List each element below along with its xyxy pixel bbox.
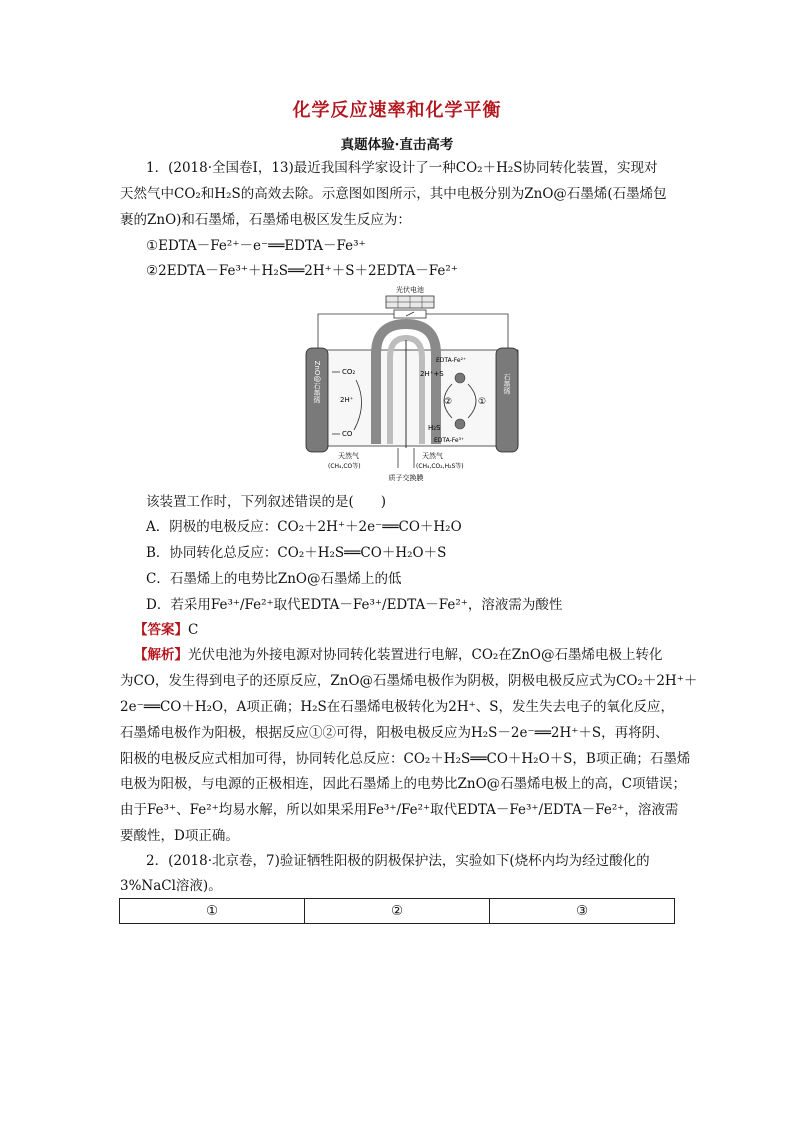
h2s-label: H₂S bbox=[428, 424, 441, 432]
left-electrode-label: ZnO@石墨烯 bbox=[313, 360, 321, 404]
answer-value: C bbox=[188, 622, 199, 638]
edta-fe3-label: EDTA-Fe³⁺ bbox=[434, 437, 465, 444]
q1-reaction-2: ②2EDTA－Fe³⁺＋H₂S══2H⁺＋S＋2EDTA－Fe²⁺ bbox=[146, 263, 458, 279]
gas-left-label: 天然气 bbox=[338, 452, 359, 460]
q1-analysis-line-4: 石墨烯电极作为阳极，根据反应①②可得，阳极电极反应为H₂S－2e⁻══2H⁺＋S，再将阴、 bbox=[120, 725, 669, 741]
q1-analysis-line-7: 由于Fe³⁺、Fe²⁺均易水解，所以如果采用Fe³⁺/Fe²⁺取代EDTA－Fe³⁺/EDTA－Fe²⁺，溶液需 bbox=[120, 802, 679, 818]
2h-label: 2H⁺ bbox=[340, 396, 354, 404]
q2-stem-line-1: 2．(2018·北京卷，7)验证牺牲阳极的阴极保护法，实验如下(烧杯内均为经过酸化的 bbox=[146, 853, 650, 869]
q1-option-d: D．若采用Fe³⁺/Fe²⁺取代EDTA－Fe³⁺/EDTA－Fe²⁺，溶液需为酸性 bbox=[146, 597, 563, 613]
q2-stem-line-2: 3%NaCl溶液)。 bbox=[120, 878, 222, 894]
answer-tag: 【答案】 bbox=[134, 622, 188, 638]
q1-option-a: A．阴极的电极反应：CO₂＋2H⁺＋2e⁻══CO＋H₂O bbox=[146, 519, 462, 535]
q1-analysis-line-5: 阳极的电极反应式相加可得，协同转化总反应：CO₂＋H₂S══CO＋H₂O＋S，B项正确；石墨烯 bbox=[120, 751, 691, 767]
table-header-cell: ③ bbox=[490, 899, 675, 924]
co2-label: CO₂ bbox=[342, 368, 356, 376]
q1-stem-line-1: 1．(2018·全国卷Ⅰ，13)最近我国科学家设计了一种CO₂＋H₂S协同转化装置，实现对 bbox=[146, 160, 658, 176]
right-electrode bbox=[496, 348, 518, 452]
edta-fe2-label: EDTA-Fe²⁺ bbox=[436, 357, 467, 364]
co-label: CO bbox=[342, 430, 353, 438]
q2-experiment-table bbox=[119, 898, 675, 924]
table-header-cell: ① bbox=[120, 899, 305, 924]
membrane-label: 质子交换膜 bbox=[388, 474, 424, 482]
step-1-label: ① bbox=[478, 397, 487, 407]
gas-right-sub-label: (CH₄,CO₂,H₂S等) bbox=[416, 463, 464, 470]
q1-question: 该装置工作时，下列叙述错误的是( ) bbox=[146, 494, 387, 510]
electrolysis-diagram bbox=[298, 284, 528, 482]
q1-analysis-line-3: 2e⁻══CO＋H₂O，A项正确；H₂S在石墨烯电极转化为2H⁺、S，发生失去电子的氧化反应， bbox=[120, 699, 675, 715]
q1-analysis-line-8: 要酸性，D项正确。 bbox=[120, 828, 239, 844]
solar-label: 光伏电池 bbox=[396, 286, 424, 294]
q1-analysis-line-6: 电极为阳极，与电源的正极相连，因此石墨烯上的电势比ZnO@石墨烯电极上的高，C项错误； bbox=[120, 776, 686, 792]
right-electrode-label: 石墨烯 bbox=[503, 373, 511, 395]
h-s-label: 2H⁺+S bbox=[420, 370, 444, 378]
q1-option-c: C．石墨烯上的电势比ZnO@石墨烯上的低 bbox=[146, 571, 402, 587]
q1-analysis-line-2: 为CO，发生得到电子的还原反应，ZnO@石墨烯电极作为阴极，阴极电极反应式为CO₂＋2H⁺＋ bbox=[120, 673, 698, 689]
table-header-cell: ② bbox=[305, 899, 490, 924]
q1-reaction-1: ①EDTA－Fe²⁺－e⁻══EDTA－Fe³⁺ bbox=[146, 238, 366, 254]
analysis-text-1: 光伏电池为外接电源对协同转化装置进行电解，CO₂在ZnO@石墨烯电极上转化 bbox=[188, 647, 663, 663]
table-header-row bbox=[120, 899, 675, 924]
gas-left-sub-label: (CH₄,CO等) bbox=[328, 463, 361, 470]
page-title: 化学反应速率和化学平衡 bbox=[292, 100, 502, 121]
q1-option-b: B．协同转化总反应：CO₂＋H₂S══CO＋H₂O＋S bbox=[146, 545, 447, 561]
step-2-label: ② bbox=[444, 397, 453, 407]
section-subtitle: 真题体验·直击高考 bbox=[340, 137, 454, 153]
q1-answer bbox=[134, 620, 694, 640]
analysis-tag: 【解析】 bbox=[134, 647, 188, 663]
q1-stem-line-3: 裹的ZnO)和石墨烯，石墨烯电极区发生反应为： bbox=[120, 212, 411, 228]
gas-right-label: 天然气 bbox=[422, 452, 443, 460]
q1-stem-line-2: 天然气中CO₂和H₂S的高效去除。示意图如图所示，其中电极分别为ZnO@石墨烯(石墨烯包 bbox=[120, 186, 667, 202]
q1-analysis-line-1 bbox=[134, 645, 694, 665]
